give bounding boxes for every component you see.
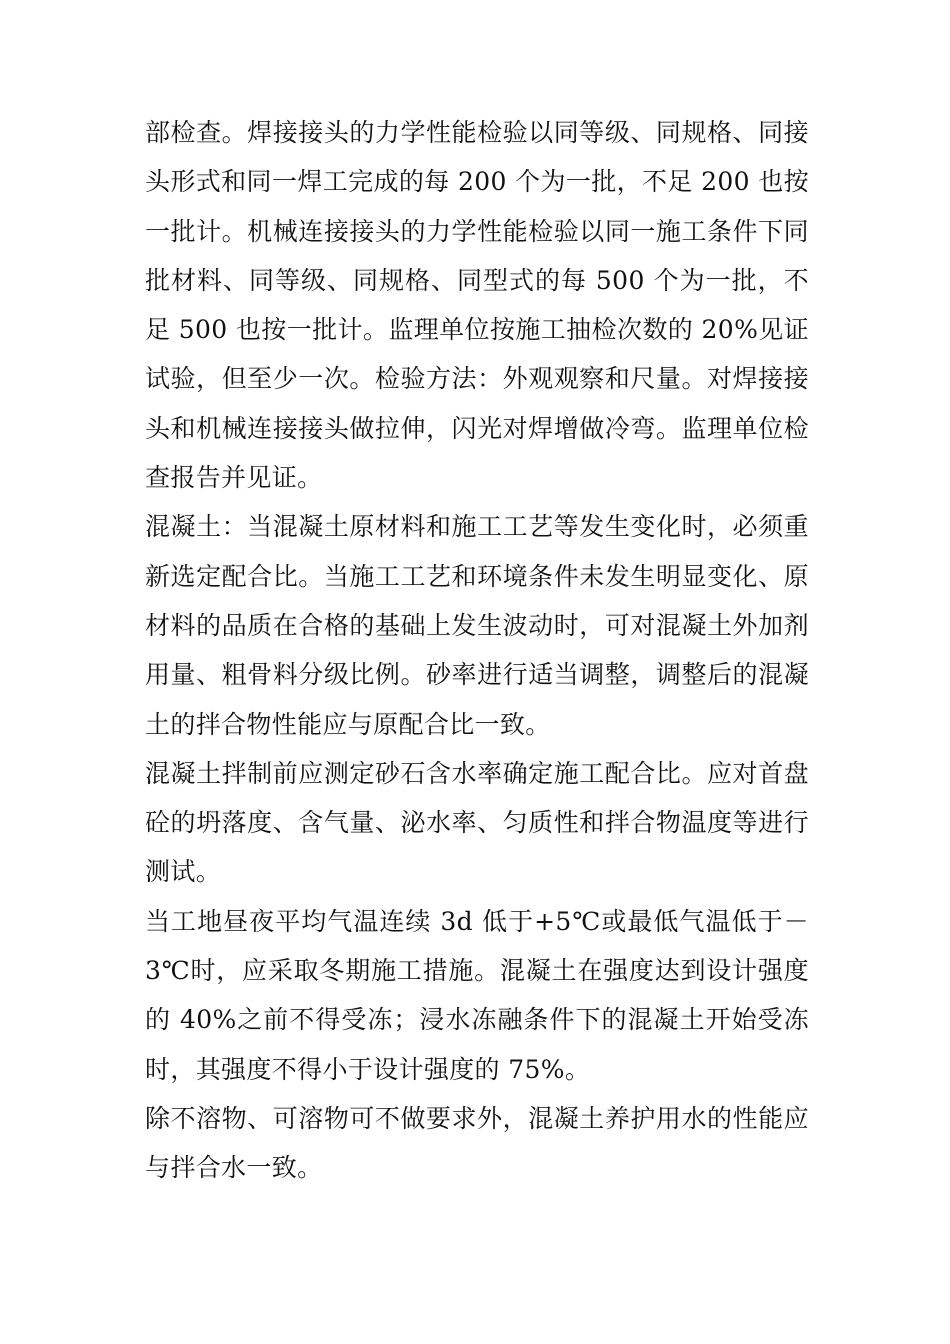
paragraph-curing-water: 除不溶物、可溶物可不做要求外，混凝土养护用水的性能应与拌合水一致。 xyxy=(145,1103,809,1183)
paragraph-rebar-joint-inspection: 部检查。焊接接头的力学性能检验以同等级、同规格、同接头形式和同一焊工完成的每 200 个为一批，不足 200 也按一批计。机械连接接头的力学性能检验以同一施工条件下同批材料、同等级、同规格、同型式的每 500 个为一批，不足 500 也按一批计。监理单位按施工抽检次数的 20%见证试验，但至少一次。检验方法：外观观察和尺量。对焊接接头和机械连接接头做拉伸，闪光对焊增做冷弯。监理单位检查报告并见证。 xyxy=(145,118,809,493)
paragraph-concrete-moisture-test: 混凝土拌制前应测定砂石含水率确定施工配合比。应对首盘砼的坍落度、含气量、泌水率、匀质性和拌合物温度等进行测试。 xyxy=(145,758,809,887)
paragraph-concrete-mix-ratio: 混凝土：当混凝土原材料和施工工艺等发生变化时，必须重新选定配合比。当施工工艺和环境条件未发生明显变化、原材料的品质在合格的基础上发生波动时，可对混凝土外加剂用量、粗骨料分级比例。砂率进行适当调整，调整后的混凝土的拌合物性能应与原配合比一致。 xyxy=(145,512,809,739)
paragraph-winter-construction: 当工地昼夜平均气温连续 3d 低于+5℃或最低气温低于－3℃时，应采取冬期施工措施。混凝土在强度达到设计强度的 40%之前不得受冻；浸水冻融条件下的混凝土开始受冻时，其强度不得小于设计强度的 75%。 xyxy=(145,906,809,1084)
document-page xyxy=(145,108,809,1193)
